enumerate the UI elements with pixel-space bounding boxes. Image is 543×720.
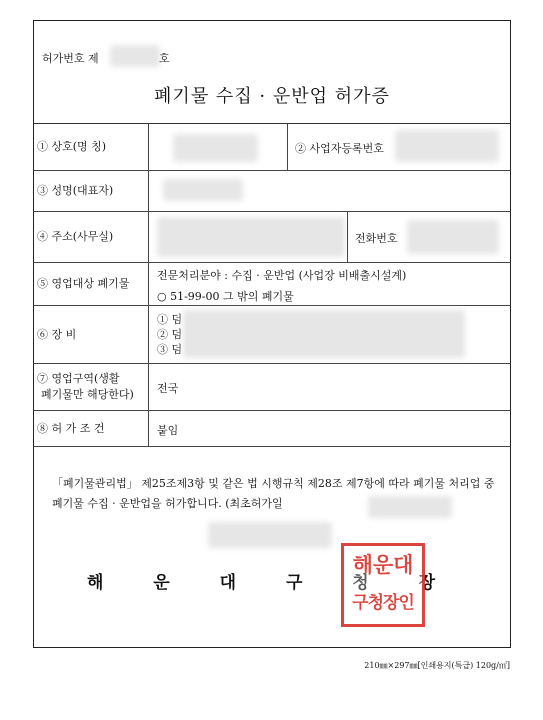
redacted-rep — [163, 179, 243, 201]
cond-value: 붙임 — [157, 424, 179, 437]
equip-label: ⑥ 장 비 — [33, 306, 149, 363]
redacted-bizno — [395, 130, 499, 162]
equip-item: ② 덤 — [157, 328, 183, 341]
official-seal-stamp — [341, 543, 425, 627]
row-waste — [33, 263, 511, 306]
row-equipment — [33, 306, 511, 364]
area-label-line-1: ⑦ 영업구역(생활 — [37, 372, 120, 385]
address-label: ④ 주소(사무실) — [33, 212, 149, 262]
cond-label: ⑧ 허 가 조 건 — [33, 411, 149, 446]
phone-label: 전화번호 — [355, 232, 398, 245]
paper-spec: 210㎜×297㎜[인쇄용지(특급) 120g/㎡] — [364, 661, 510, 670]
document-title: 폐기물 수집 · 운반업 허가증 — [154, 86, 390, 107]
permit-statement: 「폐기물관리법」 제25조제3항 및 같은 법 시행규칙 제28조 제7항에 따라 폐기물 처리업 중 폐기물 수집 · 운반업을 허가합니다. (최초허가일 — [52, 477, 495, 510]
row-conditions — [33, 411, 511, 447]
area-value: 전국 — [157, 382, 179, 395]
redacted-permit-number — [110, 45, 160, 67]
row-address — [33, 212, 511, 263]
seal-text-top: 해운대 — [352, 553, 414, 577]
waste-label: ⑤ 영업대상 폐기물 — [33, 263, 149, 305]
redacted-equipment — [183, 310, 465, 358]
redacted-first-date — [368, 496, 452, 518]
redacted-issue-date — [208, 522, 332, 548]
waste-line-1: 전문처리분야 : 수집 · 운반업 (사업장 비배출시설계) — [157, 269, 407, 282]
company-label: ① 상호(명 칭) — [33, 124, 149, 170]
permit-number-suffix: 호 — [159, 52, 170, 65]
permit-info-table — [33, 123, 511, 447]
redacted-phone — [407, 220, 499, 254]
waste-line-2: ○ 51-99-00 그 밖의 폐기물 — [157, 290, 294, 303]
row-representative — [33, 171, 511, 212]
equip-item: ③ 덤 — [157, 343, 183, 356]
permit-number-prefix: 허가번호 제 — [42, 52, 99, 65]
bizno-label: ② 사업자등록번호 — [295, 142, 384, 155]
rep-label: ③ 성명(대표자) — [33, 171, 149, 211]
divider — [287, 124, 288, 170]
redacted-company — [173, 134, 258, 162]
equip-item: ① 덤 — [157, 313, 183, 326]
redacted-address — [157, 217, 345, 257]
issuer-name: 해 운 대 구 청 장 — [86, 573, 458, 593]
seal-text-bottom: 구청장인 — [352, 593, 414, 613]
divider — [347, 212, 348, 262]
area-label — [33, 364, 149, 410]
row-company — [33, 124, 511, 171]
permit-number — [42, 50, 99, 66]
area-label-line-2: 폐기물만 해당한다) — [41, 388, 134, 401]
row-area — [33, 364, 511, 411]
